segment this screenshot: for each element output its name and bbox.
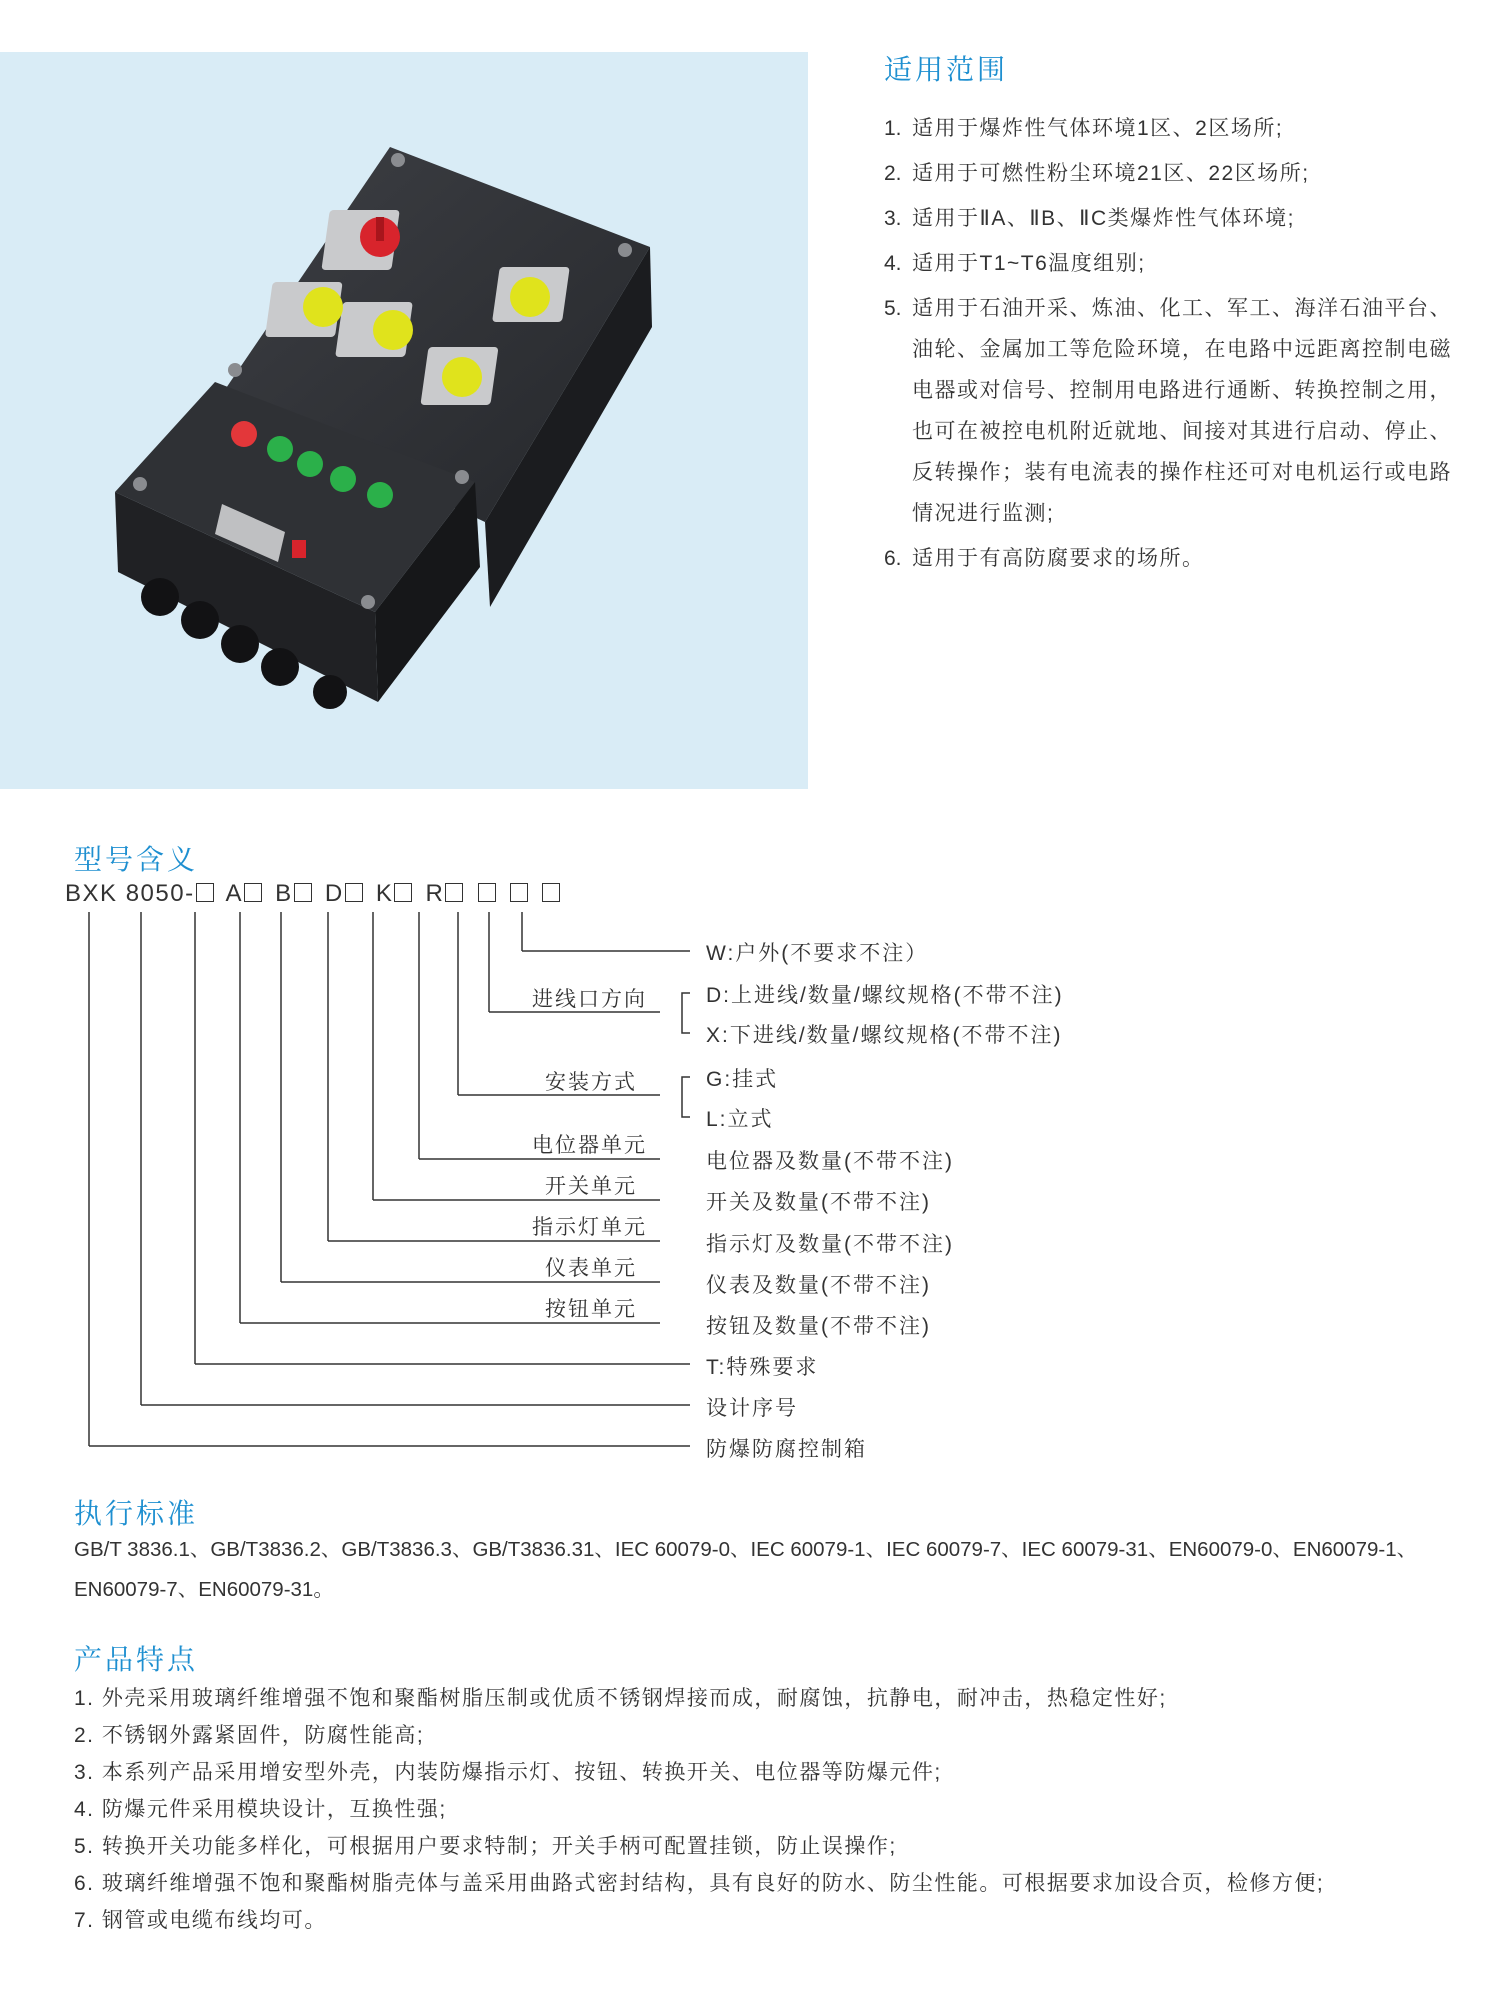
product-photo (0, 52, 808, 789)
scope-list (884, 108, 1464, 583)
standards-title: 执行标准 (74, 1497, 199, 1530)
desc-bottom-inlet: X:下进线/数量/螺纹规格(不带不注) (706, 1024, 1063, 1047)
list-item: 4. 适用于T1~T6温度组别; (884, 252, 1146, 275)
label-inlet-direction: 进线口方向 (532, 988, 647, 1011)
control-box-illustration (0, 52, 808, 789)
list-item: 1. 适用于爆炸性气体环境1区、2区场所; (884, 117, 1284, 140)
features-title: 产品特点 (74, 1643, 199, 1676)
desc-button: 按钮及数量(不带不注) (706, 1315, 931, 1338)
desc-potentiometer: 电位器及数量(不带不注) (706, 1150, 954, 1173)
label-indicator-unit: 指示灯单元 (532, 1216, 647, 1239)
list-item: 5. 适用于石油开采、炼油、化工、军工、海洋石油平台、油轮、金属加工等危险环境，在电路中远距离控制电磁电器或对信号、控制用电路进行通断、转换控制之用，也可在被控电机附近就地、间接对其进行启动、停止、反转操作；装有电流表的操作柱还可对电机运行或电路情况进行监测; (884, 297, 1452, 525)
features-list (74, 1680, 1474, 1939)
scope-title: 适用范围 (884, 53, 1009, 86)
list-item: 7. 钢管或电缆布线均可。 (74, 1909, 327, 1932)
desc-special: T:特殊要求 (706, 1356, 819, 1379)
list-item: 3. 本系列产品采用增安型外壳，内装防爆指示灯、按钮、转换开关、电位器等防爆元件; (74, 1761, 942, 1784)
label-meter-unit: 仪表单元 (545, 1257, 637, 1280)
desc-product: 防爆防腐控制箱 (706, 1438, 867, 1461)
desc-design-no: 设计序号 (706, 1397, 798, 1420)
model-code: BXK 8050- A B D K R (65, 880, 565, 908)
list-item: 3. 适用于ⅡA、ⅡB、ⅡC类爆炸性气体环境; (884, 207, 1296, 230)
list-item: 2. 适用于可燃性粉尘环境21区、22区场所; (884, 162, 1310, 185)
desc-hanging: G:挂式 (706, 1068, 779, 1091)
list-item: 2. 不锈钢外露紧固件，防腐性能高; (74, 1724, 425, 1747)
model-title: 型号含义 (74, 843, 199, 876)
desc-top-inlet: D:上进线/数量/螺纹规格(不带不注) (706, 984, 1064, 1007)
list-item: 6. 玻璃纤维增强不饱和聚酯树脂壳体与盖采用曲路式密封结构，具有良好的防水、防尘性能。可根据要求加设合页，检修方便; (74, 1872, 1325, 1895)
list-item: 1. 外壳采用玻璃纤维增强不饱和聚酯树脂压制或优质不锈钢焊接而成，耐腐蚀，抗静电，耐冲击，热稳定性好; (74, 1687, 1167, 1710)
list-item: 6. 适用于有高防腐要求的场所。 (884, 547, 1205, 570)
list-item: 5. 转换开关功能多样化，可根据用户要求特制；开关手柄可配置挂锁，防止误操作; (74, 1835, 897, 1858)
desc-indicator: 指示灯及数量(不带不注) (706, 1233, 954, 1256)
desc-standing: L:立式 (706, 1108, 774, 1131)
list-item: 4. 防爆元件采用模块设计，互换性强; (74, 1798, 447, 1821)
desc-outdoor: W:户外(不要求不注） (706, 942, 929, 965)
standards-text: GB/T 3836.1、GB/T3836.2、GB/T3836.3、GB/T3836.31、IEC 60079-0、IEC 60079-1、IEC 60079-7、IEC 60079-31、EN60079-0、EN60079-1、EN60079-7、EN60079-31。 (74, 1538, 1418, 1601)
label-switch-unit: 开关单元 (545, 1175, 637, 1198)
label-button-unit: 按钮单元 (545, 1298, 637, 1321)
label-potentiometer-unit: 电位器单元 (532, 1134, 647, 1157)
desc-switch: 开关及数量(不带不注) (706, 1191, 931, 1214)
desc-meter: 仪表及数量(不带不注) (706, 1274, 931, 1297)
label-installation: 安装方式 (545, 1071, 637, 1094)
